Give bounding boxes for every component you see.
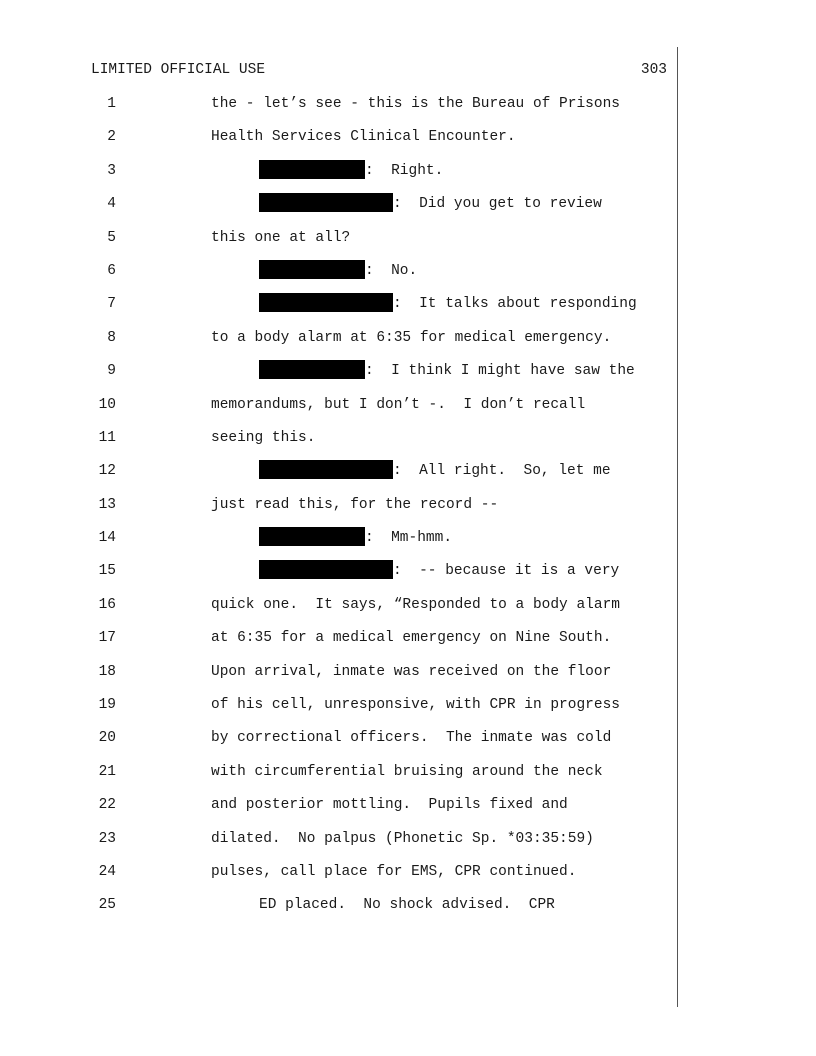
line-text: of his cell, unresponsive, with CPR in progress	[211, 697, 620, 714]
speaker-line	[259, 362, 635, 380]
line-text: seeing this.	[211, 429, 316, 446]
speech-text: : All right. So, let me	[393, 463, 611, 480]
speaker-line	[259, 262, 417, 280]
line-number: 14	[98, 530, 116, 547]
line-number: 13	[98, 496, 116, 513]
line-number: 8	[107, 329, 116, 346]
speaker-line	[259, 195, 602, 213]
line-number: 11	[98, 429, 116, 446]
page-header	[91, 62, 667, 80]
speaker-line	[259, 529, 452, 547]
transcript-line	[0, 128, 680, 161]
line-number: 9	[107, 363, 116, 380]
line-text: the - let’s see - this is the Bureau of Prisons	[211, 96, 620, 112]
line-number: 24	[98, 863, 116, 880]
redacted-speaker-name	[259, 293, 393, 312]
transcript-line	[0, 462, 680, 495]
transcript-line	[0, 429, 680, 462]
speaker-line	[259, 162, 443, 180]
line-number: 19	[98, 697, 116, 714]
speaker-line	[259, 462, 611, 480]
line-text: ED placed. No shock advised. CPR	[259, 897, 555, 914]
transcript-line	[0, 863, 680, 896]
line-number: 17	[98, 630, 116, 647]
transcript-line	[0, 496, 680, 529]
transcript-line	[0, 95, 680, 128]
redacted-speaker-name	[259, 360, 365, 379]
redacted-speaker-name	[259, 160, 365, 179]
speech-text: : No.	[365, 262, 418, 279]
line-text: with circumferential bruising around the neck	[211, 763, 603, 780]
line-text: by correctional officers. The inmate was cold	[211, 730, 612, 747]
line-number: 25	[98, 897, 116, 914]
transcript-line	[0, 629, 680, 662]
line-text: pulses, call place for EMS, CPR continued.	[211, 863, 577, 880]
transcript-line	[0, 763, 680, 796]
transcript-line	[0, 362, 680, 395]
transcript-line	[0, 329, 680, 362]
line-number: 15	[98, 563, 116, 580]
line-number: 3	[107, 162, 116, 179]
line-number: 2	[107, 129, 116, 146]
classification-label: LIMITED OFFICIAL USE	[91, 62, 266, 78]
transcript-line	[0, 262, 680, 295]
line-text: to a body alarm at 6:35 for medical emergency.	[211, 329, 612, 346]
line-text: and posterior mottling. Pupils fixed and	[211, 797, 568, 814]
line-number: 23	[98, 830, 116, 847]
line-number: 18	[98, 663, 116, 680]
line-number: 21	[98, 763, 116, 780]
speech-text: : Did you get to review	[393, 196, 602, 213]
line-number: 7	[107, 296, 116, 313]
speaker-line	[259, 295, 637, 313]
line-number: 5	[107, 229, 116, 246]
transcript-line	[0, 830, 680, 863]
speech-text: : Right.	[365, 162, 444, 179]
transcript-line	[0, 195, 680, 228]
line-number: 22	[98, 797, 116, 814]
line-number: 10	[98, 396, 116, 413]
redacted-speaker-name	[259, 560, 393, 579]
line-text: just read this, for the record --	[211, 496, 499, 513]
transcript-line	[0, 696, 680, 729]
line-text: memorandums, but I don’t -. I don’t recall	[211, 396, 586, 413]
redacted-speaker-name	[259, 193, 393, 212]
transcript-line	[0, 896, 680, 929]
page-number: 303	[640, 62, 667, 78]
transcript-line	[0, 596, 680, 629]
speech-text: : It talks about responding	[393, 296, 637, 313]
redacted-speaker-name	[259, 460, 393, 479]
line-text: this one at all?	[211, 229, 351, 246]
speech-text: : Mm-hmm.	[365, 530, 453, 547]
transcript-line	[0, 562, 680, 595]
speech-text: : I think I might have saw the	[365, 363, 635, 380]
speech-text: : -- because it is a very	[393, 563, 620, 580]
line-text: at 6:35 for a medical emergency on Nine South.	[211, 630, 612, 647]
transcript-line	[0, 663, 680, 696]
transcript-line	[0, 729, 680, 762]
redacted-speaker-name	[259, 260, 365, 279]
transcript-line	[0, 396, 680, 429]
line-number: 16	[98, 596, 116, 613]
line-text: dilated. No palpus (Phonetic Sp. *03:35:59)	[211, 830, 594, 847]
transcript-line	[0, 796, 680, 829]
line-number: 1	[107, 96, 116, 112]
transcript-line	[0, 295, 680, 328]
line-number: 12	[98, 463, 116, 480]
transcript-body	[0, 95, 680, 930]
redacted-speaker-name	[259, 527, 365, 546]
line-text: Upon arrival, inmate was received on the floor	[211, 663, 612, 680]
transcript-line	[0, 529, 680, 562]
transcript-line	[0, 229, 680, 262]
line-text: quick one. It says, “Responded to a body alarm	[211, 596, 620, 613]
line-number: 20	[98, 730, 116, 747]
transcript-line	[0, 162, 680, 195]
line-number: 4	[107, 196, 116, 213]
line-number: 6	[107, 262, 116, 279]
line-text: Health Services Clinical Encounter.	[211, 129, 516, 146]
speaker-line	[259, 562, 619, 580]
